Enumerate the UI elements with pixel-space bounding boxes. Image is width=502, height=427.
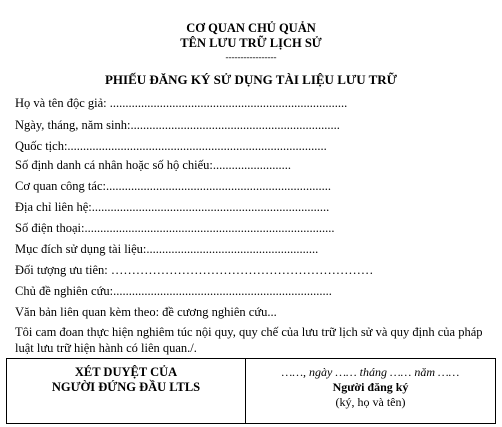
fill-line: .........................	[212, 158, 291, 172]
fill-line: .......................................................	[146, 242, 319, 256]
field-id-passport	[15, 158, 291, 173]
pledge-statement: Tôi cam đoan thực hiện nghiêm túc nội quy, quy chế của lưu trữ lịch sử và quy định của pháp luật lưu trữ hiện hành có liên quan./.	[15, 325, 483, 355]
fill-line: ................................................................................	[84, 221, 335, 235]
fill-line: ......................................................................	[113, 284, 332, 298]
field-workplace	[15, 179, 331, 194]
registrant-title: Người đăng ký	[332, 380, 409, 394]
attached-documents: Văn bản liên quan kèm theo: đề cương nghiên cứu...	[15, 305, 277, 319]
field-priority-group	[15, 263, 373, 278]
fill-line: ............................................................................	[106, 96, 348, 110]
fill-line: ………………………………………………………	[110, 263, 374, 277]
field-label: Đối tượng ưu tiên:	[15, 263, 111, 277]
field-purpose	[15, 242, 318, 257]
field-label: Số định danh cá nhân hoặc số hộ chiếu:	[15, 158, 213, 172]
approval-cell	[7, 365, 245, 395]
field-nationality	[15, 139, 327, 154]
registrant-cell	[246, 365, 495, 410]
fill-line: ...................................................................................	[67, 139, 327, 153]
signature-note: (ký, họ và tên)	[335, 395, 406, 409]
approval-heading: XÉT DUYỆT CỦA	[74, 365, 178, 379]
form-title: PHIẾU ĐĂNG KÝ SỬ DỤNG TÀI LIỆU LƯU TRỮ	[104, 72, 398, 87]
field-label: Cơ quan công tác:	[15, 179, 106, 193]
governing-agency: CƠ QUAN CHỦ QUẢN	[186, 21, 316, 35]
field-research-topic	[15, 284, 332, 299]
archive-name: TÊN LƯU TRỮ LỊCH SỬ	[180, 36, 322, 50]
field-date-of-birth	[15, 118, 340, 133]
field-label: Số điện thoại:	[15, 221, 85, 235]
fill-line: ............................................................................	[91, 200, 330, 214]
fill-line: ...................................................................	[130, 118, 340, 132]
field-label: Họ và tên độc giả:	[15, 96, 107, 110]
header-rule: -----------------	[225, 52, 277, 62]
fill-line: ........................................................................	[105, 179, 331, 193]
field-label: Chủ đề nghiên cứu:	[15, 284, 114, 298]
field-label: Mục đích sử dụng tài liệu:	[15, 242, 147, 256]
field-label: Địa chỉ liên hệ:	[15, 200, 92, 214]
sign-date: ……, ngày …… tháng …… năm ……	[281, 365, 460, 379]
signature-table	[6, 358, 496, 424]
field-phone	[15, 221, 334, 236]
field-label: Quốc tịch:	[15, 139, 68, 153]
field-address	[15, 200, 329, 215]
field-label: Ngày, tháng, năm sinh:	[15, 118, 131, 132]
field-full-name	[15, 96, 347, 111]
approval-authority: NGƯỜI ĐỨNG ĐẦU LTLS	[51, 380, 201, 394]
